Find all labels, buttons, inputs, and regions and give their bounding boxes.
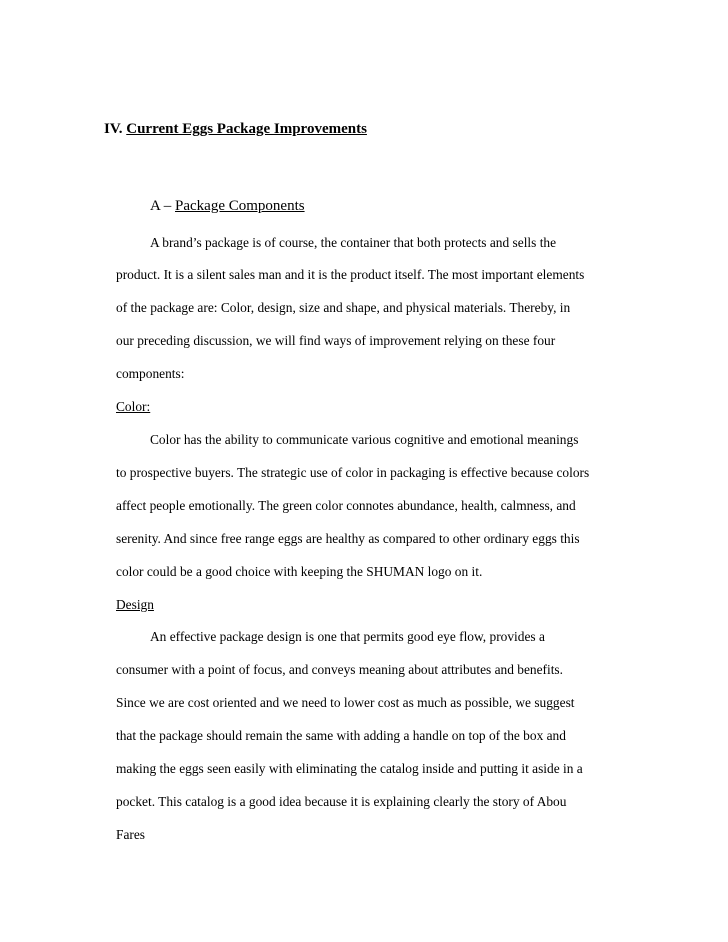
- color-line-3: affect people emotionally. The green color connotes abundance, health, calmness, and: [116, 498, 576, 513]
- subsection-title: Package Components: [175, 198, 305, 214]
- color-line-1: Color has the ability to communicate various cognitive and emotional meanings: [150, 432, 579, 447]
- color-heading: Color:: [116, 399, 151, 414]
- subsection-prefix: A –: [150, 198, 172, 214]
- intro-line-5: components:: [116, 366, 185, 381]
- design-line-5: making the eggs seen easily with eliminating the catalog inside and putting it aside in a: [116, 761, 583, 776]
- color-line-2: to prospective buyers. The strategic use of color in packaging is effective because colors: [116, 465, 590, 480]
- section-title: Current Eggs Package Improvements: [126, 121, 367, 137]
- design-line-4: that the package should remain the same with adding a handle on top of the box and: [116, 728, 566, 743]
- intro-line-3: of the package are: Color, design, size and shape, and physical materials. Thereby, in: [116, 300, 571, 315]
- section-heading: [104, 121, 367, 137]
- design-line-3: Since we are cost oriented and we need to lower cost as much as possible, we suggest: [116, 695, 575, 710]
- design-heading: Design: [116, 597, 154, 612]
- subsection-heading: [150, 198, 305, 214]
- design-line-7: Fares: [116, 827, 146, 842]
- intro-line-4: our preceding discussion, we will find ways of improvement relying on these four: [116, 333, 556, 348]
- color-line-4: serenity. And since free range eggs are healthy as compared to other ordinary eggs this: [116, 531, 580, 546]
- intro-line-2: product. It is a silent sales man and it is the product itself. The most important elements: [116, 267, 585, 282]
- design-line-1: An effective package design is one that permits good eye flow, provides a: [150, 629, 545, 644]
- color-line-5: color could be a good choice with keeping the SHUMAN logo on it.: [116, 564, 483, 579]
- intro-line-1: A brand’s package is of course, the container that both protects and sells the: [150, 235, 557, 250]
- section-number: IV.: [104, 121, 123, 137]
- design-line-2: consumer with a point of focus, and conveys meaning about attributes and benefits.: [116, 662, 563, 677]
- design-line-6: pocket. This catalog is a good idea because it is explaining clearly the story of Abou: [116, 794, 567, 809]
